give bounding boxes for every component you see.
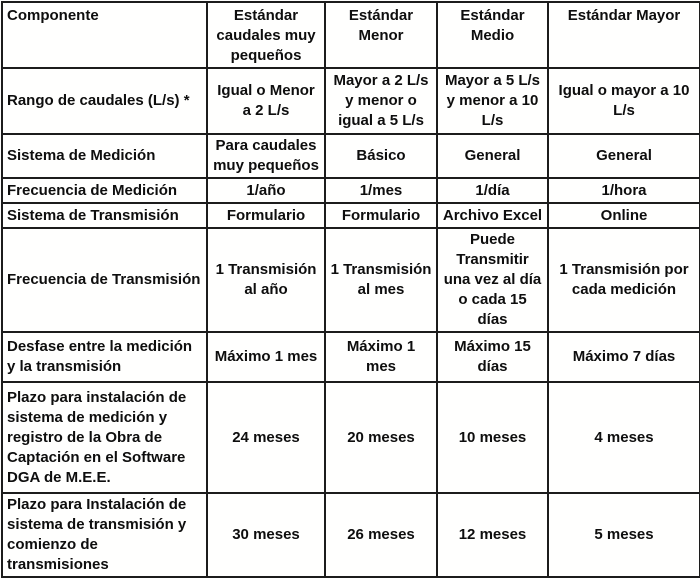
table-row-frecuencia-de-medicion bbox=[2, 178, 700, 203]
cell-sistra-mayor: Online bbox=[548, 203, 700, 228]
cell-frmed-menor: 1/mes bbox=[325, 178, 437, 203]
cell-desfase-menor: Máximo 1 mes bbox=[325, 332, 437, 382]
cell-rango-medio: Mayor a 5 L/s y menor a 10 L/s bbox=[437, 68, 548, 134]
row-label-frecuencia-de-medicion: Frecuencia de Medición bbox=[2, 178, 207, 203]
cell-plazo1-mayor: 4 meses bbox=[548, 382, 700, 493]
cell-plazo2-menor: 26 meses bbox=[325, 493, 437, 577]
cell-sistra-caudales-muy-pequenos: Formulario bbox=[207, 203, 325, 228]
cell-desfase-mayor: Máximo 7 días bbox=[548, 332, 700, 382]
cell-rango-caudales-muy-pequenos: Igual o Menor a 2 L/s bbox=[207, 68, 325, 134]
row-label-sistema-de-medicion: Sistema de Medición bbox=[2, 134, 207, 178]
row-label-frecuencia-de-transmision: Frecuencia de Transmisión bbox=[2, 228, 207, 332]
cell-sismed-caudales-muy-pequenos: Para caudales muy pequeños bbox=[207, 134, 325, 178]
table-row-sistema-de-transmision bbox=[2, 203, 700, 228]
cell-frtra-menor: 1 Transmisión al mes bbox=[325, 228, 437, 332]
cell-plazo1-caudales-muy-pequenos: 24 meses bbox=[207, 382, 325, 493]
row-label-rango-de-caudales: Rango de caudales (L/s) * bbox=[2, 68, 207, 134]
table-row-plazo-instalacion-transmision bbox=[2, 493, 700, 577]
cell-rango-mayor: Igual o mayor a 10 L/s bbox=[548, 68, 700, 134]
row-label-desfase: Desfase entre la medición y la transmisión bbox=[2, 332, 207, 382]
header-row bbox=[2, 2, 700, 68]
cell-plazo1-menor: 20 meses bbox=[325, 382, 437, 493]
table-row-rango-de-caudales bbox=[2, 68, 700, 134]
table-row-frecuencia-de-transmision bbox=[2, 228, 700, 332]
cell-sismed-medio: General bbox=[437, 134, 548, 178]
cell-frmed-medio: 1/día bbox=[437, 178, 548, 203]
cell-frmed-mayor: 1/hora bbox=[548, 178, 700, 203]
column-header-estandar-caudales-muy-pequenos: Estándar caudales muy pequeños bbox=[207, 2, 325, 68]
cell-plazo2-medio: 12 meses bbox=[437, 493, 548, 577]
cell-sistra-medio: Archivo Excel bbox=[437, 203, 548, 228]
cell-rango-menor: Mayor a 2 L/s y menor o igual a 5 L/s bbox=[325, 68, 437, 134]
column-header-componente: Componente bbox=[2, 2, 207, 68]
table-row-sistema-de-medicion bbox=[2, 134, 700, 178]
cell-sistra-menor: Formulario bbox=[325, 203, 437, 228]
table-row-desfase bbox=[2, 332, 700, 382]
row-label-sistema-de-transmision: Sistema de Transmisión bbox=[2, 203, 207, 228]
row-label-plazo-instalacion-medicion: Plazo para instalación de sistema de medición y registro de la Obra de Captación en el Software DGA de M.E.E. bbox=[2, 382, 207, 493]
cell-frtra-medio: Puede Transmitir una vez al día o cada 15 días bbox=[437, 228, 548, 332]
cell-desfase-medio: Máximo 15 días bbox=[437, 332, 548, 382]
cell-sismed-mayor: General bbox=[548, 134, 700, 178]
cell-sismed-menor: Básico bbox=[325, 134, 437, 178]
table-row-plazo-instalacion-medicion bbox=[2, 382, 700, 493]
column-header-estandar-mayor: Estándar Mayor bbox=[548, 2, 700, 68]
column-header-estandar-medio: Estándar Medio bbox=[437, 2, 548, 68]
cell-plazo1-medio: 10 meses bbox=[437, 382, 548, 493]
standards-table bbox=[1, 1, 700, 578]
cell-frtra-mayor: 1 Transmisión por cada medición bbox=[548, 228, 700, 332]
cell-plazo2-mayor: 5 meses bbox=[548, 493, 700, 577]
cell-desfase-caudales-muy-pequenos: Máximo 1 mes bbox=[207, 332, 325, 382]
cell-plazo2-caudales-muy-pequenos: 30 meses bbox=[207, 493, 325, 577]
cell-frmed-caudales-muy-pequenos: 1/año bbox=[207, 178, 325, 203]
cell-frtra-caudales-muy-pequenos: 1 Transmisión al año bbox=[207, 228, 325, 332]
row-label-plazo-instalacion-transmision: Plazo para Instalación de sistema de transmisión y comienzo de transmisiones bbox=[2, 493, 207, 577]
column-header-estandar-menor: Estándar Menor bbox=[325, 2, 437, 68]
